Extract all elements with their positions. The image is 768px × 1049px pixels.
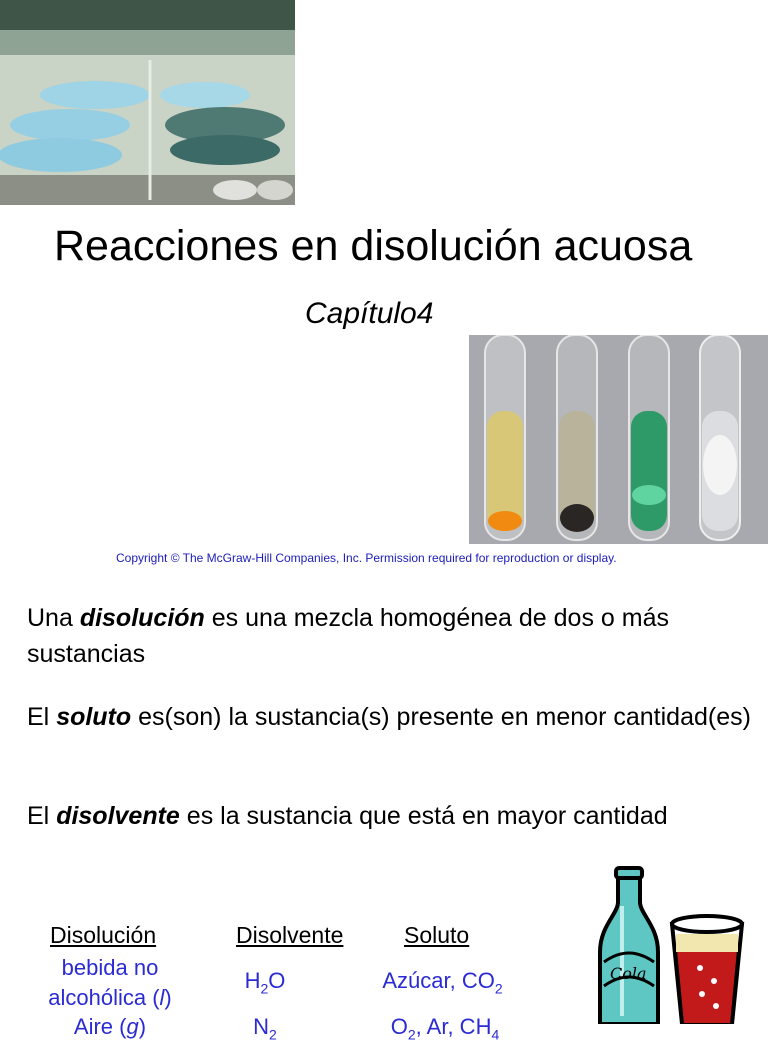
table-cell-soluto: Azúcar, $CO_2$ — [382, 968, 503, 997]
slide-title: Reacciones en disolución acuosa — [54, 222, 693, 270]
table-cell-soluto: $O_2$, Ar, $CH_4$ — [390, 1014, 500, 1043]
copyright-notice: Copyright © The McGraw-Hill Companies, Inc. Permission required for reproduction or display. — [116, 551, 617, 565]
table-cell-disolucion: bebida no alcohólica (l) — [48, 955, 172, 1010]
test-tubes-photo — [469, 335, 768, 544]
paragraph-soluto-definition: El soluto es(son) la sustancia(s) presente en menor cantidad(es) — [27, 703, 751, 731]
cola-bottle-and-glass-illustration — [590, 866, 750, 1024]
chapter-label: Capítulo4 — [305, 297, 434, 330]
term-disolucion: disolución — [79, 604, 205, 632]
header-disolucion: Disolución — [50, 922, 157, 948]
header-disolvente: Disolvente — [236, 922, 344, 948]
paragraph-disolucion-definition: Una disolución es una mezcla homogénea de dos o más sustancias — [27, 604, 669, 668]
table-cell-disolvente: $N_2$ — [253, 1014, 277, 1043]
paragraph-disolvente-definition: El disolvente es la sustancia que está en mayor cantidad — [27, 802, 668, 830]
term-soluto: soluto — [56, 703, 132, 731]
header-soluto: Soluto — [404, 922, 470, 948]
term-disolvente: disolvente — [56, 802, 180, 830]
aerial-plant-photo — [0, 0, 295, 205]
svg-text:Cola: Cola — [610, 964, 647, 983]
table-cell-disolucion: Aire (g) — [73, 1014, 147, 1039]
table-cell-disolvente: $H_2O$ — [244, 968, 286, 997]
